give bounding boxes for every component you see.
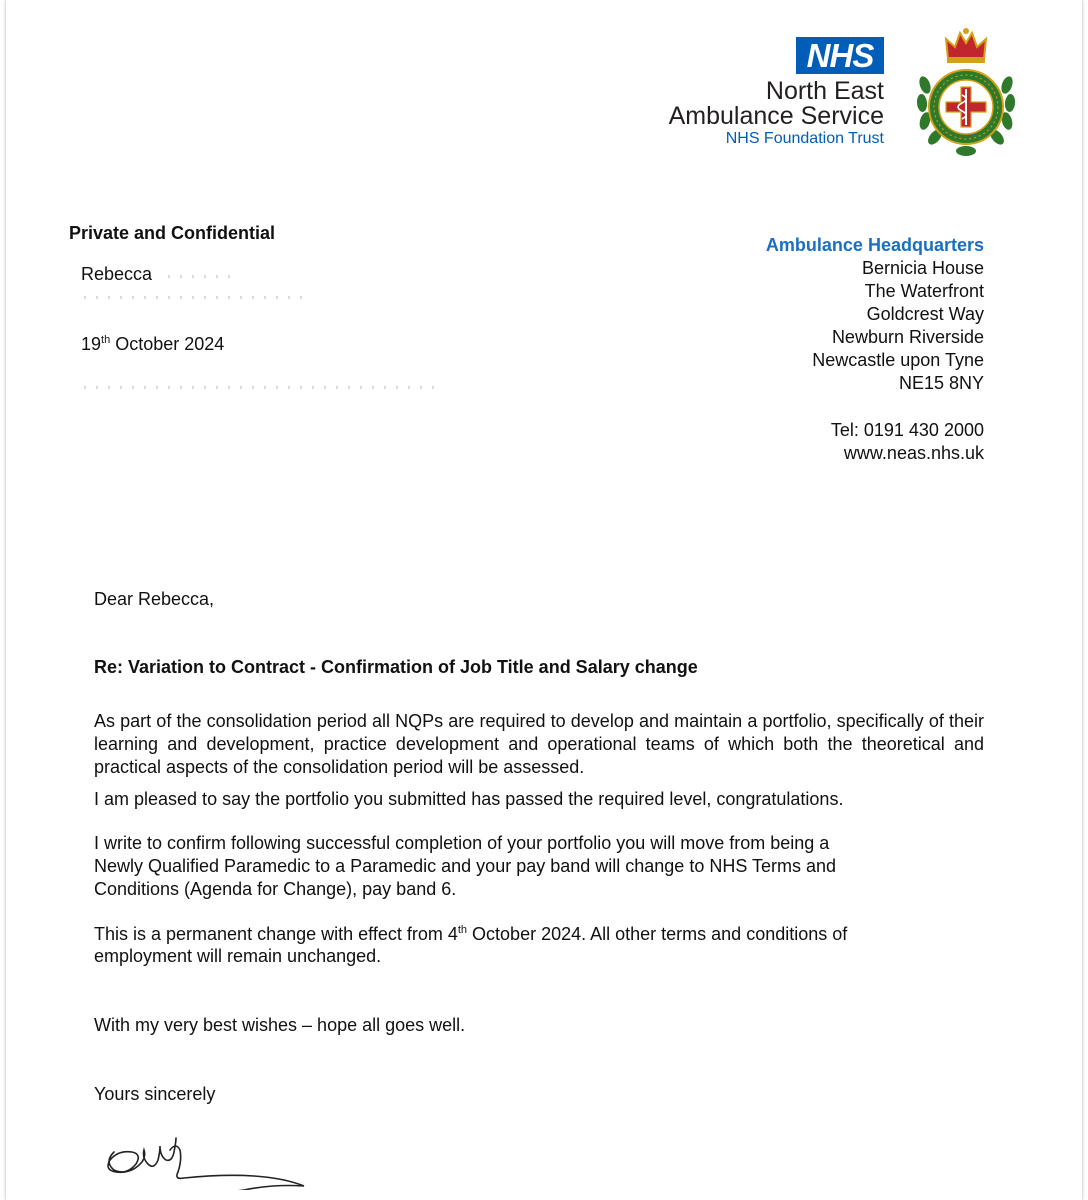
paragraph-portfolio-requirement: As part of the consolidation period all NQPs are required to develop and maintain a portfolio, specifically of their learning and development, practice development and operational teams of which both the theoretical and practical aspects of the consolidation period will be assessed. <box>94 711 984 777</box>
date-suffix: th <box>101 334 111 346</box>
address-line-5: Newcastle upon Tyne <box>812 350 984 370</box>
sender-telephone: Tel: 0191 430 2000 <box>830 420 984 440</box>
paragraph-effective-date-line1 <box>94 924 847 945</box>
handwritten-signature <box>100 1130 330 1190</box>
redacted-address <box>84 296 304 299</box>
date-rest: October 2024 <box>110 334 225 354</box>
sender-heading: Ambulance Headquarters <box>765 235 984 255</box>
paragraph-effective-date-line2: employment will remain unchanged. <box>94 946 382 966</box>
subject-line: Re: Variation to Contract - Confirmation of Job Title and Salary change <box>94 657 698 677</box>
paragraph-role-change-line2: Newly Qualified Paramedic to a Paramedic and your pay band will change to NHS Terms and <box>94 856 837 876</box>
address-line-3: Goldcrest Way <box>866 304 984 324</box>
sender-website: www.neas.nhs.uk <box>843 443 984 463</box>
address-postcode: NE15 8NY <box>898 373 984 393</box>
org-name-line2: Ambulance Service <box>668 102 884 130</box>
crest-emblem <box>915 25 1017 160</box>
nhs-logo: NHS <box>796 37 884 74</box>
private-confidential-label: Private and Confidential <box>69 223 276 243</box>
effective-sup: th <box>457 924 468 936</box>
recipient-name: Rebecca <box>81 264 153 284</box>
paragraph-role-change-line3: Conditions (Agenda for Change), pay band 6. <box>94 879 457 899</box>
best-wishes: With my very best wishes – hope all goes well. <box>94 1015 466 1035</box>
address-line-4: Newburn Riverside <box>831 327 984 347</box>
org-name-line1: North East <box>765 77 884 105</box>
redacted-surname <box>168 275 238 278</box>
date-day: 19 <box>81 334 102 354</box>
salutation: Dear Rebecca, <box>94 589 215 609</box>
letter-date <box>81 334 224 355</box>
paragraph-portfolio-passed: I am pleased to say the portfolio you submitted has passed the required level, congratulations. <box>94 789 844 809</box>
address-line-2: The Waterfront <box>864 281 984 301</box>
address-line-1: Bernicia House <box>861 258 984 278</box>
redacted-reference <box>84 386 444 389</box>
effective-post: October 2024. All other terms and conditions of <box>467 924 848 944</box>
paragraph-role-change-line1: I write to confirm following successful completion of your portfolio you will move from being a <box>94 833 830 853</box>
effective-pre: This is a permanent change with effect from 4 <box>94 924 458 944</box>
trust-name: NHS Foundation Trust <box>725 130 884 147</box>
closing: Yours sincerely <box>94 1084 216 1104</box>
